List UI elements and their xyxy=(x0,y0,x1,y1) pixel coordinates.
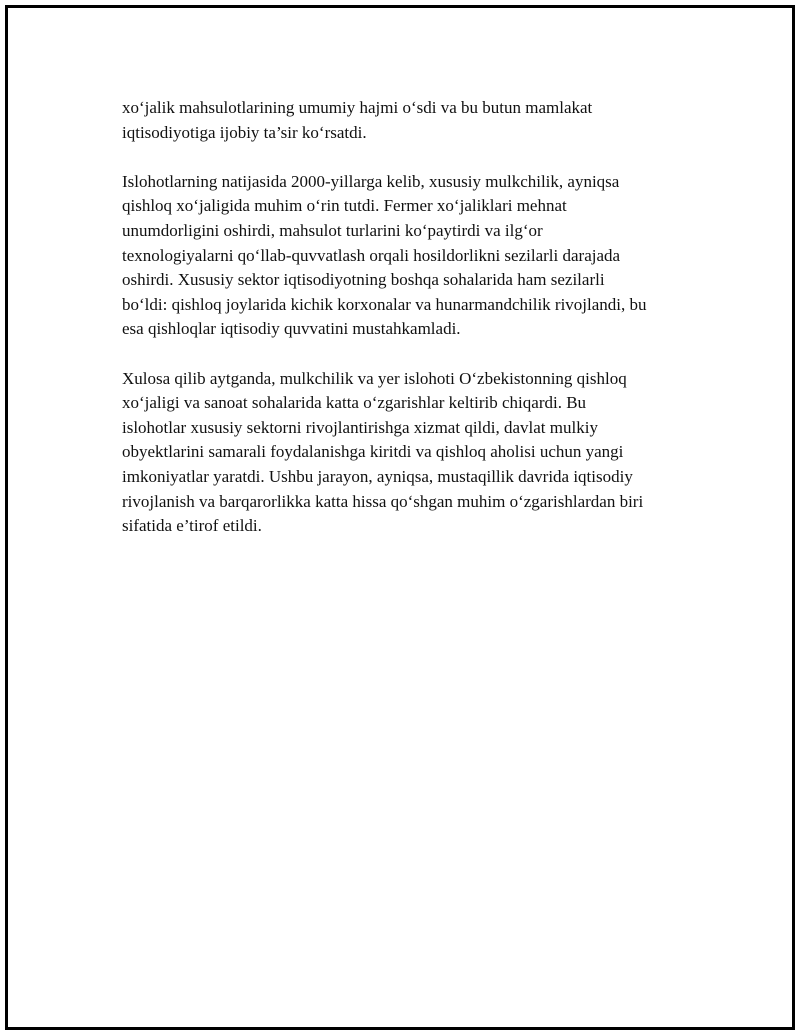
document-body xyxy=(122,96,712,563)
paragraph-2: Islohotlarning natijasida 2000-yillarga kelib, xususiy mulkchilik, ayniqsa qishloq xo‘jaligida muhim o‘rin tutdi. Fermer xo‘jaliklari mehnat unumdorligini oshirdi, mahsulot turlarini ko‘paytirdi va ilg‘or texnologiyalarni qo‘llab-quvvatlash orqali hosildorlikni sezilarli darajada oshirdi. Xususiy sektor iqtisodiyotning boshqa sohalarida ham sezilarli bo‘ldi: qishloq joylarida kichik korxonalar va hunarmandchilik rivojlandi, bu esa qishloqlar iqtisodiy quvvatini mustahkamladi. xyxy=(122,171,647,339)
paragraph-3: Xulosa qilib aytganda, mulkchilik va yer islohoti O‘zbekistonning qishloq xo‘jaligi va sanoat sohalarida katta o‘zgarishlar keltirib chiqardi. Bu islohotlar xususiy sektorni rivojlantirishga xizmat qildi, davlat mulkiy obyektlarini samarali foydalanishga kiritdi va qishloq aholisi uchun yangi imkoniyatlar yaratdi. Ushbu jarayon, ayniqsa, mustaqillik davrida iqtisodiy rivojlanish va barqarorlikka katta hissa qo‘shgan muhim o‘zgarishlardan biri sifatida e’tirof etildi. xyxy=(122,368,644,536)
document-page xyxy=(5,5,795,1030)
paragraph-1: xo‘jalik mahsulotlarining umumiy hajmi o‘sdi va bu butun mamlakat iqtisodiyotiga ijobiy ta’sir ko‘rsatdi. xyxy=(122,98,593,142)
